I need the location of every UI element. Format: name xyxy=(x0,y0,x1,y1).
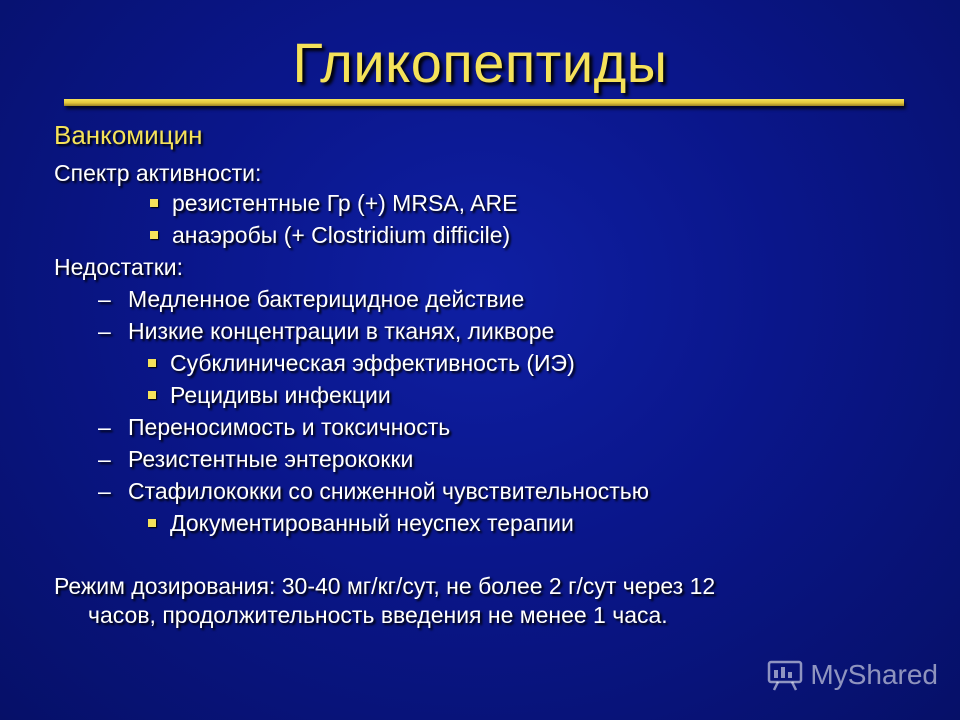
slide-title: Гликопептиды xyxy=(292,31,668,94)
drug-name: Ванкомицин xyxy=(54,120,203,150)
square-bullet-icon xyxy=(148,391,156,399)
watermark-text: MyShared xyxy=(810,659,938,690)
dash-bullet-icon: – xyxy=(98,446,111,472)
spectrum-item: резистентные Гр (+) MRSA, ARE xyxy=(150,190,517,217)
drawback-item: – Низкие концентрации в тканях, ликворе xyxy=(98,318,555,344)
dash-bullet-icon: – xyxy=(98,318,111,344)
dash-bullet-icon: – xyxy=(98,414,111,440)
square-bullet-icon xyxy=(148,359,156,367)
drawback-subitem: Рецидивы инфекции xyxy=(148,382,391,409)
presentation-board-icon xyxy=(766,658,804,692)
square-bullet-icon xyxy=(148,519,156,527)
dash-bullet-icon: – xyxy=(98,478,111,504)
watermark xyxy=(766,658,938,692)
dosing-line-1: Режим дозирования: 30-40 мг/кг/сут, не более 2 г/сут через 12 xyxy=(54,573,716,599)
drawback-item: – Переносимость и токсичность xyxy=(98,414,451,440)
drawbacks-heading: Недостатки: xyxy=(54,254,184,280)
drawback-item: – Медленное бактерицидное действие xyxy=(98,286,525,312)
drawback-item: – Резистентные энтерококки xyxy=(98,446,414,472)
square-bullet-icon xyxy=(150,199,158,207)
spectrum-item: анаэробы (+ Clostridium difficile) xyxy=(150,222,510,249)
drawback-subitem: Документированный неуспех терапии xyxy=(148,510,574,537)
drawback-item: – Стафилококки со сниженной чувствительностью xyxy=(98,478,650,504)
title-underline xyxy=(64,99,904,106)
drawback-subitem: Субклиническая эффективность (ИЭ) xyxy=(148,350,575,377)
dosing-line-2: часов, продолжительность введения не менее 1 часа. xyxy=(88,602,668,628)
spectrum-heading: Спектр активности: xyxy=(54,160,262,186)
square-bullet-icon xyxy=(150,231,158,239)
dosing-regimen xyxy=(54,572,874,630)
dash-bullet-icon: – xyxy=(98,286,111,312)
